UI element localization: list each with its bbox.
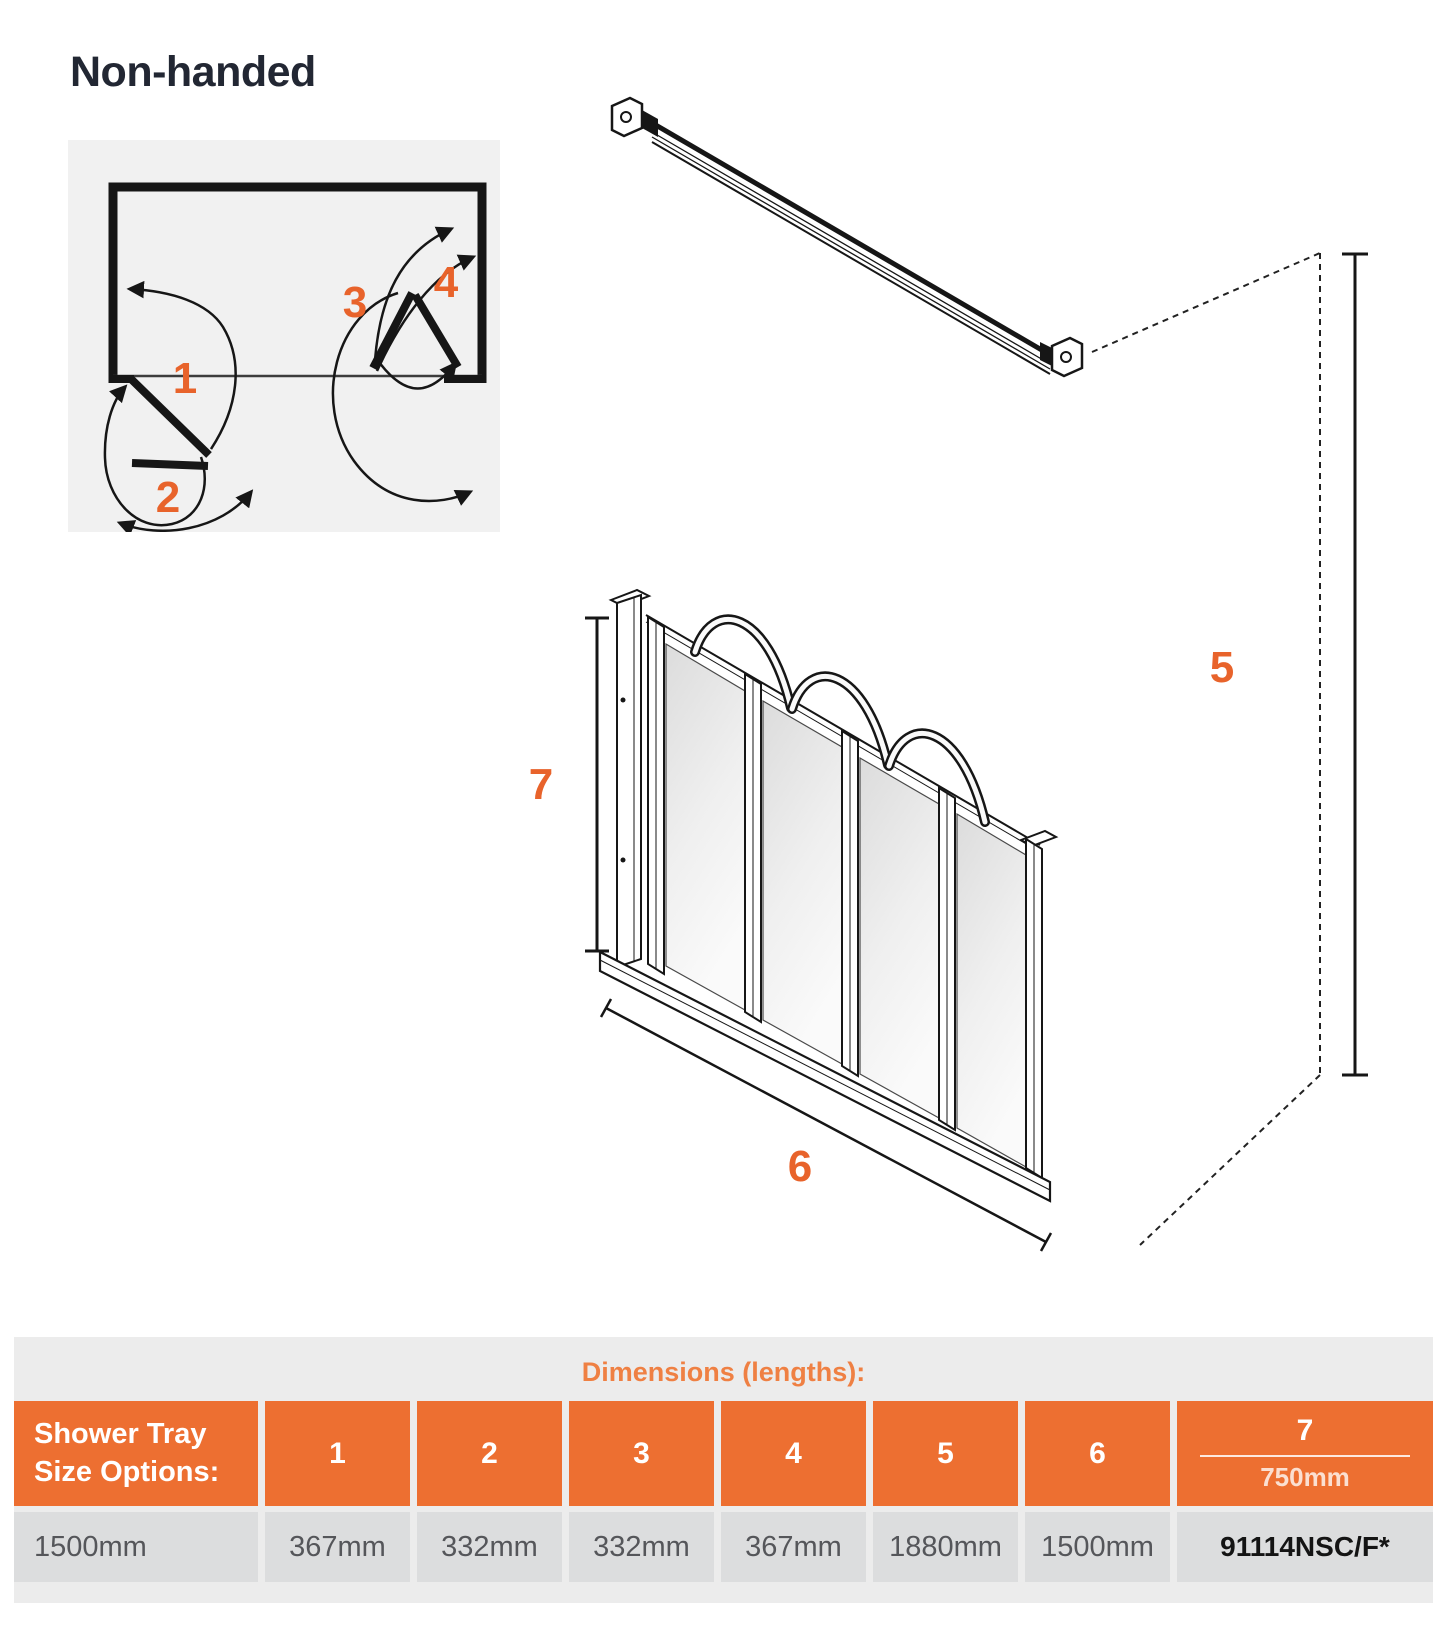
dim-4-value: 367mm <box>721 1512 866 1582</box>
table-data-row <box>14 1512 1433 1582</box>
dimensions-table <box>14 1337 1433 1603</box>
dim-6-value: 1500mm <box>1025 1512 1170 1582</box>
door-label-3: 3 <box>342 278 368 327</box>
page-title: Non-handed <box>70 48 316 96</box>
col-header-6: 6 <box>1025 1401 1170 1506</box>
dim-3-value: 332mm <box>569 1512 714 1582</box>
product-code: 91114NSC/F* <box>1177 1512 1433 1582</box>
table-caption: Dimensions (lengths): <box>581 1357 866 1387</box>
tray-size-value: 1500mm <box>14 1512 258 1582</box>
col-header-5: 5 <box>873 1401 1018 1506</box>
corner-header <box>14 1401 258 1506</box>
col-header-1: 1 <box>265 1401 410 1506</box>
col7-label: 7 <box>1296 1414 1314 1447</box>
door-label-2: 2 <box>155 473 181 522</box>
corner-header-line1: Shower Tray <box>34 1417 207 1450</box>
dim-5-value: 1880mm <box>873 1512 1018 1582</box>
dim-1-value: 367mm <box>265 1512 410 1582</box>
corner-header-line2: Size Options: <box>34 1455 220 1488</box>
door-label-1: 1 <box>172 354 198 403</box>
col-header-2: 2 <box>417 1401 562 1506</box>
dimension-line-7 <box>585 618 609 951</box>
projection-dashed-lines <box>1092 253 1320 1245</box>
door-label-4: 4 <box>433 258 459 307</box>
dimension-label-6: 6 <box>787 1142 813 1191</box>
dimension-label-5: 5 <box>1209 643 1235 692</box>
col-header-3: 3 <box>569 1401 714 1506</box>
col7-divider <box>1200 1455 1410 1457</box>
dimension-line-5 <box>1342 254 1368 1075</box>
dim-2-value: 332mm <box>417 1512 562 1582</box>
table-header-row <box>14 1401 1433 1506</box>
support-rail <box>612 98 1082 376</box>
col-header-7 <box>1177 1401 1433 1506</box>
dimension-label-7: 7 <box>528 760 554 809</box>
folding-screen <box>600 590 1056 1201</box>
col7-sub-value: 750mm <box>1260 1462 1350 1492</box>
col-header-4: 4 <box>721 1401 866 1506</box>
